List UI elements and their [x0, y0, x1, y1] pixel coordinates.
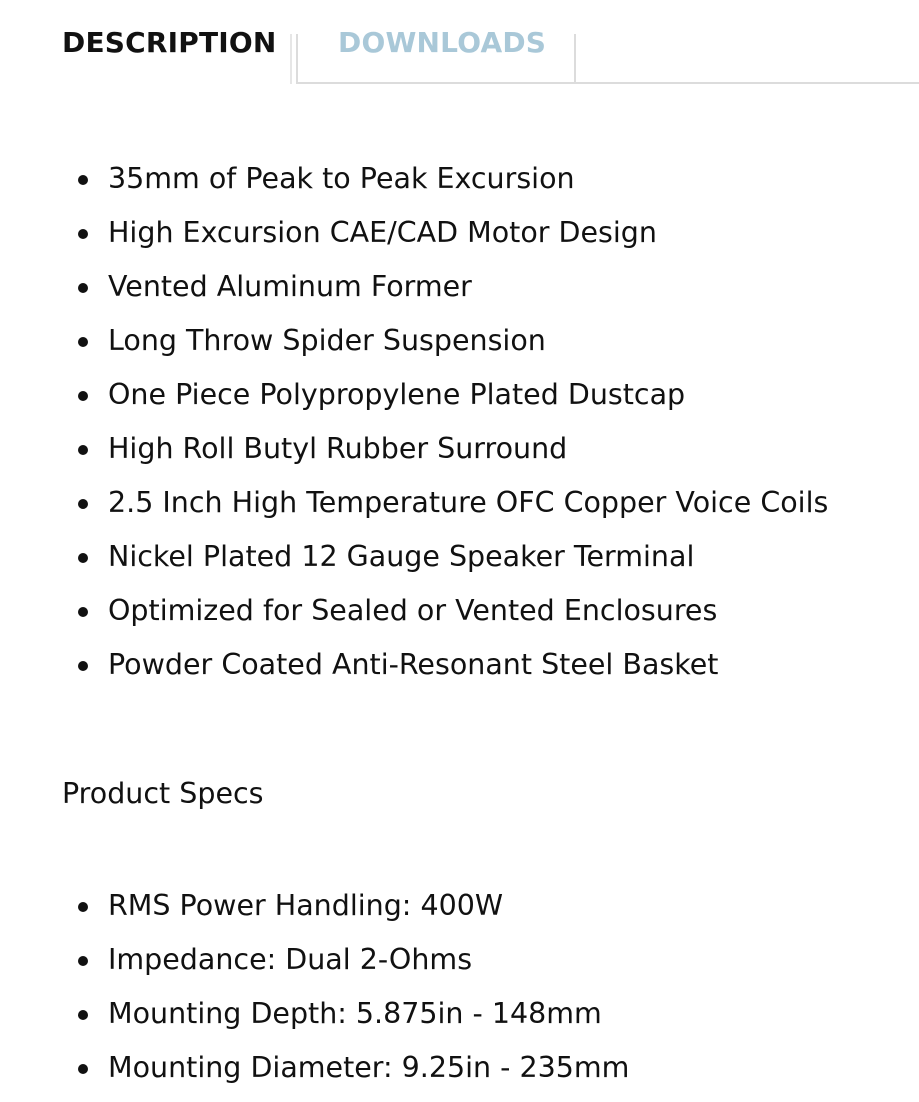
bullet-icon — [78, 283, 88, 293]
feature-text: High Roll Butyl Rubber Surround — [108, 432, 568, 465]
bullet-icon — [78, 337, 88, 347]
bullet-icon — [78, 661, 88, 671]
feature-text: One Piece Polypropylene Plated Dustcap — [108, 378, 686, 411]
bullet-icon — [78, 445, 88, 455]
feature-text: 2.5 Inch High Temperature OFC Copper Voice Coils — [108, 486, 829, 519]
spec-text: Mounting Depth: 5.875in - 148mm — [108, 997, 602, 1030]
bullet-icon — [78, 553, 88, 563]
product-specs-heading: Product Specs — [62, 777, 264, 810]
tab-downloads[interactable] — [296, 26, 576, 82]
feature-text: Powder Coated Anti-Resonant Steel Basket — [108, 648, 719, 681]
spec-text: RMS Power Handling: 400W — [108, 889, 504, 922]
tab-description[interactable]: DESCRIPTION — [62, 26, 277, 59]
bullet-icon — [78, 1010, 88, 1020]
bullet-icon — [78, 902, 88, 912]
spec-text: Mounting Diameter: 9.25in - 235mm — [108, 1051, 630, 1084]
bullet-icon — [78, 607, 88, 617]
tab-bar — [0, 0, 919, 85]
tab-divider — [296, 82, 919, 84]
bullet-icon — [78, 391, 88, 401]
bullet-icon — [78, 1064, 88, 1074]
spec-text: Impedance: Dual 2-Ohms — [108, 943, 473, 976]
feature-text: High Excursion CAE/CAD Motor Design — [108, 216, 657, 249]
feature-text: Optimized for Sealed or Vented Enclosures — [108, 594, 718, 627]
feature-text: Long Throw Spider Suspension — [108, 324, 546, 357]
bullet-icon — [78, 956, 88, 966]
bullet-icon — [78, 499, 88, 509]
bullet-icon — [78, 229, 88, 239]
bullet-icon — [78, 175, 88, 185]
feature-text: Nickel Plated 12 Gauge Speaker Terminal — [108, 540, 695, 573]
tab-downloads-label: DOWNLOADS — [338, 26, 547, 59]
feature-text: 35mm of Peak to Peak Excursion — [108, 162, 575, 195]
feature-text: Vented Aluminum Former — [108, 270, 472, 303]
